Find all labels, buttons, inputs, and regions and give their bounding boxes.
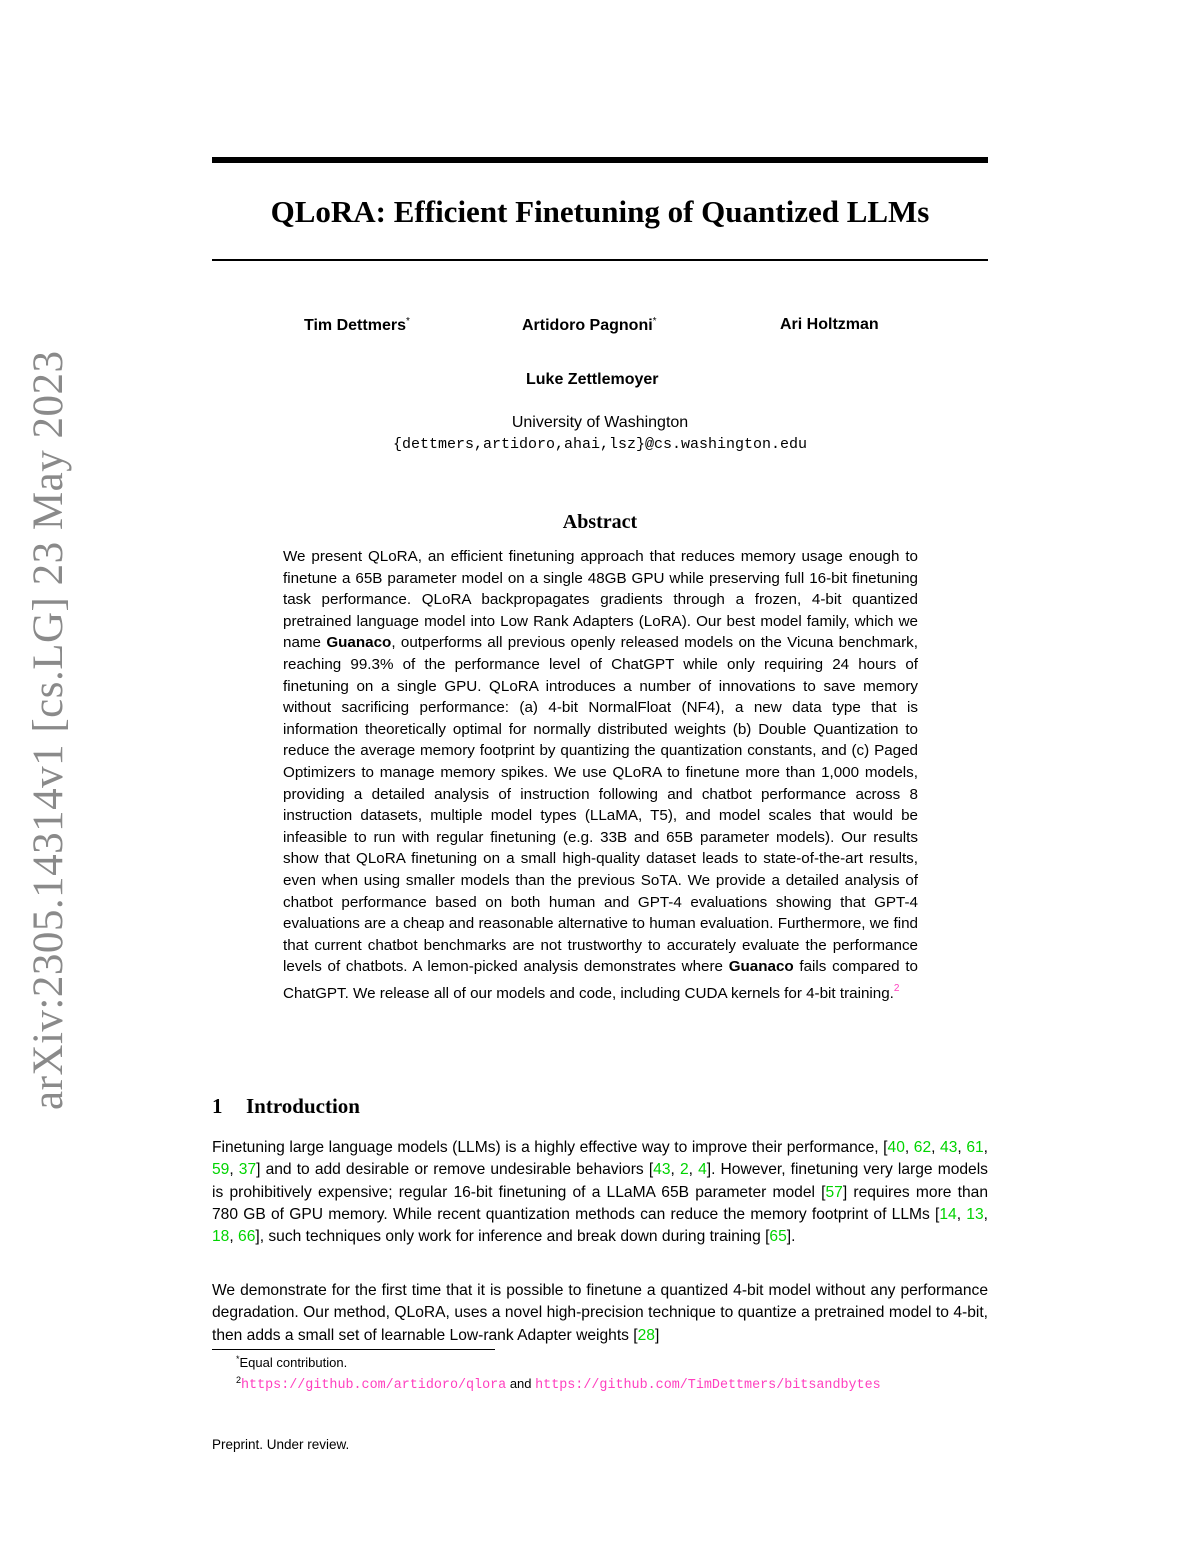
text-segment: ] and to add desirable or remove undesirable behaviors [	[256, 1161, 654, 1179]
citation-link[interactable]: 4	[698, 1161, 707, 1179]
github-link-bitsandbytes[interactable]: https://github.com/TimDettmers/bitsandbytes	[535, 1378, 881, 1393]
author-emails[interactable]: {dettmers,artidoro,ahai,lsz}@cs.washington.edu	[392, 436, 808, 453]
citation-link[interactable]: 57	[825, 1183, 843, 1201]
text-segment: ]. However, finetuning very large models is prohibitively expensive; regular 16-bit finetuning of a LLaMA 65B parameter model [	[212, 1161, 988, 1201]
author-name: Artidoro Pagnoni	[522, 317, 653, 334]
intro-paragraph-2	[212, 1280, 988, 1347]
citation-link[interactable]: 2	[679, 1161, 689, 1179]
citation-link[interactable]: 28	[637, 1326, 655, 1344]
text-segment: ], such techniques only work for inference and break down during training [	[255, 1228, 770, 1246]
arxiv-identifier: arXiv:2305.14314v1 [cs.LG] 23 May 2023	[25, 350, 72, 1110]
section-title: Introduction	[246, 1094, 360, 1118]
author-mark: *	[652, 316, 657, 327]
section-number: 1	[212, 1094, 223, 1118]
citation-link[interactable]: 61	[966, 1139, 984, 1156]
citation-link[interactable]: 40	[887, 1139, 905, 1156]
footnote-conjunction: and	[506, 1376, 536, 1391]
abstract-segment: , outperforms all previous openly released models on the Vicuna benchmark, reaching 99.3% of the performance level of ChatGPT while only requiring 24 hours of finetuning on a single GPU. QLoRA introduces a number of innovations to save memory without sacrificing performance: (a) 4-bit NormalFloat (NF4), a new data type that is information theoretically optimal for normally distributed weights (b) Double Quantization to reduce the average memory footprint by quantizing the quantization constants, and (c) Paged Optimizers to manage memory spikes. We use QLoRA to finetune more than 1,000 models, providing a detailed analysis of instruction following and chatbot performance across 8 instruction datasets, multiple model types (LLaMA, T5), and model scales that would be infeasible to run with regular finetuning (e.g. 33B and 65B parameter models). Our results show that QLoRA finetuning on a small high-quality dataset leads to state-of-the-art results, even when using smaller models than the previous SoTA. We provide a detailed analysis of chatbot performance based on both human and GPT-4 evaluations showing that GPT-4 evaluations are a cheap and reasonable alternative to human evaluation. Furthermore, we find that current chatbot benchmarks are not trustworthy to accurately evaluate the performance levels of chatbots. A lemon-picked analysis demonstrates where	[283, 634, 918, 976]
citation-link[interactable]: 65	[769, 1228, 787, 1246]
title-bottom-rule	[212, 259, 988, 261]
intro-paragraph-1: Finetuning large language models (LLMs) is a highly effective way to improve their performance, [40, 62, 43, 61, 59, 37] and to add desirable or remove undesirable behaviors [43, 2, 4]. However, finetuning very large models is prohibitively expensive; regular 16-bit finetuning of a LLaMA 65B parameter model [57] requires more than 780 GB of GPU memory. While recent quantization methods can reduce the memory footprint of LLMs [14, 13, 18, 66], such techniques only work for inference and break down during training [65].	[212, 1139, 989, 1246]
citation-link[interactable]: 18	[212, 1228, 230, 1246]
author-mark: *	[405, 316, 410, 327]
footnote-text: Equal contribution.	[239, 1355, 348, 1370]
text-segment: ]	[654, 1326, 660, 1344]
footnote-mark: 2	[236, 1375, 242, 1385]
author-1	[304, 316, 410, 335]
citation-link[interactable]: 43	[940, 1139, 958, 1156]
text-segment: We demonstrate for the first time that it is possible to finetune a quantized 4-bit model without any performance degradation. Our method, QLoRA, uses a novel high-precision technique to quantize a pretrained model to 4-bit, then adds a small set of learnable Low-rank Adapter weights [	[212, 1282, 988, 1344]
abstract-segment: We present QLoRA, an efficient finetuning approach that reduces memory usage enough to finetune a 65B parameter model on a single 48GB GPU while preserving full 16-bit finetuning task performance. QLoRA backpropagates gradients through a frozen, 4-bit quantized pretrained language model into Low Rank Adapters (LoRA). Our best model family, which we name	[283, 548, 918, 652]
title-top-rule	[212, 157, 988, 163]
citation-link[interactable]: 14	[939, 1205, 957, 1223]
footnote-mark: *	[236, 1354, 240, 1364]
footnote-divider	[212, 1349, 495, 1350]
citation-link[interactable]: 13	[966, 1205, 984, 1223]
author-name: Tim Dettmers	[304, 317, 406, 334]
citation-link[interactable]: 59	[212, 1161, 230, 1179]
paper-title: QLoRA: Efficient Finetuning of Quantized LLMs	[270, 194, 930, 229]
abstract-text	[283, 546, 918, 1004]
author-name: Luke Zettlemoyer	[526, 371, 659, 388]
model-name-guanaco: Guanaco	[728, 958, 794, 976]
author-name: Ari Holtzman	[780, 316, 879, 333]
citation-link[interactable]: 37	[238, 1161, 257, 1179]
footnote-2	[236, 1375, 881, 1393]
abstract-heading: Abstract	[562, 511, 638, 533]
github-link-qlora[interactable]: https://github.com/artidoro/qlora	[241, 1378, 507, 1393]
abstract-segment: fails compared to ChatGPT. We release all of our models and code, including CUDA kernels for 4-bit training.	[283, 958, 918, 1002]
citation-link[interactable]: 43	[653, 1161, 671, 1179]
author-4	[526, 371, 658, 389]
affiliation: University of Washington	[511, 414, 689, 431]
author-3	[780, 316, 879, 334]
preprint-notice: Preprint. Under review.	[212, 1437, 350, 1452]
text-segment: ].	[786, 1228, 796, 1246]
section-heading-introduction	[212, 1094, 360, 1119]
text-segment: Finetuning large language models (LLMs) is a highly effective way to improve their performance, [	[212, 1139, 888, 1156]
citation-link[interactable]: 62	[913, 1139, 932, 1156]
author-2	[522, 316, 657, 335]
model-name-guanaco: Guanaco	[326, 634, 392, 652]
footnote-ref-link[interactable]: 2	[893, 982, 900, 994]
text-segment: ] requires more than 780 GB of GPU memory. While recent quantization methods can reduce the memory footprint of LLMs [	[212, 1183, 988, 1223]
citation-link[interactable]: 66	[238, 1228, 256, 1246]
footnote-1	[236, 1354, 347, 1370]
